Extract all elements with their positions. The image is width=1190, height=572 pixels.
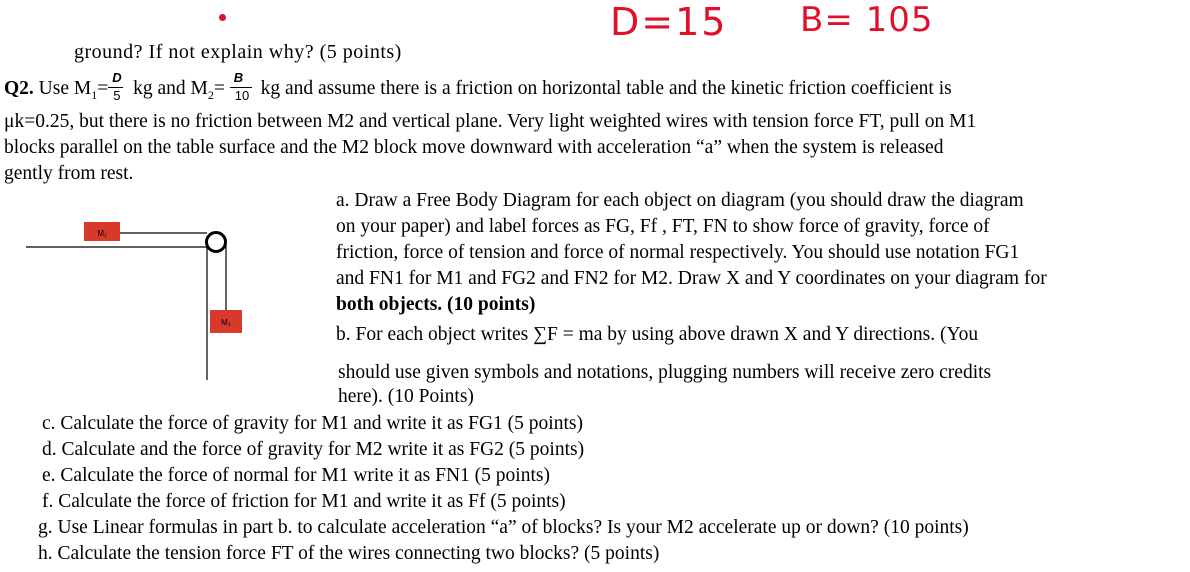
part-h: h. Calculate the tension force FT of the wires connecting two blocks? (5 points)	[38, 543, 660, 564]
part-a-line-3: friction, force of tension and force of normal respectively. You should use notation FG1	[336, 242, 1020, 263]
pulley	[207, 233, 226, 252]
part-b-line-2: should use given symbols and notations, plugging numbers will receive zero credits	[338, 362, 992, 383]
part-a-line-4: and FN1 for M1 and FG2 and FN2 for M2. Draw X and Y coordinates on your diagram for	[336, 268, 1047, 289]
part-b-line-1: b. For each object writes ∑F = ma by using above drawn X and Y directions. (You	[336, 324, 979, 345]
question-label: Q2.	[4, 78, 34, 99]
question-line-1: Q2. Use $M_1=$ $\frac{D}{5}$ kg and $M_2=$ $\frac{B}{10}$ kg and assume there is a friction on horizontal table and the kinetic friction coefficient is	[4, 70, 952, 103]
pulley-diagram	[0, 190, 330, 390]
m2-fraction: $\frac{B}{10}$	[230, 78, 256, 100]
m2-label: M₂	[221, 318, 231, 327]
cut-off-previous-line: ground? If not explain why? (5 points)	[74, 41, 402, 63]
part-g: g. Use Linear formulas in part b. to calculate acceleration “a” of blocks? Is your M2 accelerate up or down? (10 points)	[38, 517, 969, 538]
part-b-line-3: here). (10 Points)	[338, 386, 474, 407]
part-c: c. Calculate the force of gravity for M1 and write it as FG1 (5 points)	[42, 413, 583, 434]
handwritten-b-value: B= 105	[800, 0, 934, 40]
handwritten-dot	[219, 14, 226, 21]
question-line-3: blocks parallel on the table surface and the M2 block move downward with acceleration “a” when the system is released	[4, 137, 944, 158]
question-line-2: μk=0.25, but there is no friction between M2 and vertical plane. Very light weighted wires with tension force FT, pull on M1	[4, 111, 977, 132]
part-a-line-2: on your paper) and label forces as FG, Ff , FT, FN to show force of gravity, force of	[336, 216, 990, 237]
part-f: f. Calculate the force of friction for M1 and write it as Ff (5 points)	[42, 491, 566, 512]
part-d: d. Calculate and the force of gravity for M2 write it as FG2 (5 points)	[42, 439, 585, 460]
part-e: e. Calculate the force of normal for M1 write it as FN1 (5 points)	[42, 465, 550, 486]
part-a-line-5: both objects. (10 points)	[336, 294, 536, 315]
part-a-line-1: a. Draw a Free Body Diagram for each object on diagram (you should draw the diagram	[336, 190, 1024, 211]
m1-label: M₁	[97, 229, 107, 238]
question-line-4: gently from rest.	[4, 163, 134, 184]
handwritten-d-value: D=15	[610, 0, 728, 44]
m1-fraction: $\frac{D}{5}$	[108, 78, 128, 100]
